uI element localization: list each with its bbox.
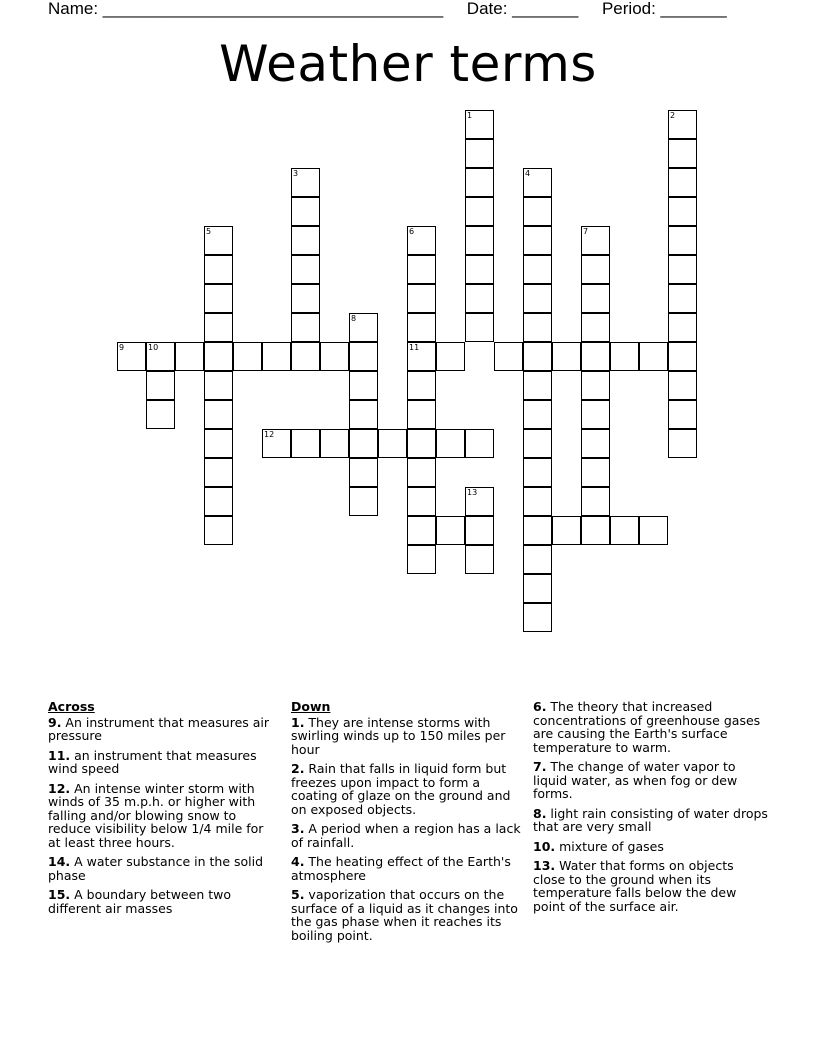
grid-cell[interactable] [175, 342, 204, 371]
clue-number-label: 3. [291, 821, 305, 836]
clue-text: A water substance in the solid phase [48, 854, 264, 883]
grid-cell[interactable] [291, 313, 320, 342]
grid-cell[interactable] [668, 313, 697, 342]
grid-cell[interactable] [465, 226, 494, 255]
grid-cell[interactable] [523, 458, 552, 487]
grid-cell[interactable] [668, 197, 697, 226]
grid-cell[interactable] [581, 226, 610, 255]
grid-cell[interactable] [407, 284, 436, 313]
clue-number: 1 [467, 111, 473, 120]
grid-cell[interactable] [291, 429, 320, 458]
clue-number-label: 6. [533, 699, 547, 714]
clue-number: 5 [206, 227, 212, 236]
grid-cell[interactable] [291, 255, 320, 284]
grid-cell[interactable] [523, 342, 552, 371]
grid-cell[interactable] [465, 313, 494, 342]
clue-text: The theory that increased concentrations of greenhouse gases are causing the Earth's surface temperature to warm. [533, 699, 761, 755]
grid-cell[interactable] [407, 226, 436, 255]
clue-number-label: 15. [48, 887, 71, 902]
grid-cell[interactable] [436, 516, 465, 545]
grid-cell[interactable] [146, 342, 175, 371]
grid-cell[interactable] [407, 371, 436, 400]
clue-number: 10 [148, 343, 159, 352]
grid-cell[interactable] [204, 313, 233, 342]
clue-number-label: 13. [533, 858, 556, 873]
clue-number: 7 [583, 227, 589, 236]
grid-cell[interactable] [581, 400, 610, 429]
clue-item [533, 859, 768, 913]
grid-cell[interactable] [291, 168, 320, 197]
across-clue-list [48, 716, 273, 916]
grid-cell[interactable] [233, 342, 262, 371]
grid-cell[interactable] [523, 197, 552, 226]
clue-number: 11 [409, 343, 420, 352]
page-title: Weather terms [219, 35, 597, 93]
grid-cell[interactable] [146, 371, 175, 400]
clue-number-label: 11. [48, 747, 71, 763]
clue-item [48, 782, 273, 850]
grid-cell[interactable] [349, 429, 378, 458]
grid-cell[interactable] [581, 255, 610, 284]
grid-cell[interactable] [523, 545, 552, 574]
clue-item [291, 716, 523, 757]
name-field[interactable]: Name: ____________________________________ [48, 0, 444, 18]
grid-cell[interactable] [668, 168, 697, 197]
grid-cell[interactable] [523, 516, 552, 545]
grid-cell[interactable] [581, 516, 610, 545]
grid-cell[interactable] [349, 400, 378, 429]
grid-cell[interactable] [668, 139, 697, 168]
clue-number: 13 [467, 488, 478, 497]
grid-cell[interactable] [523, 168, 552, 197]
clue-number-label: 2. [291, 761, 305, 776]
grid-cell[interactable] [523, 574, 552, 603]
grid-cell[interactable] [262, 429, 291, 458]
grid-cell[interactable] [320, 429, 349, 458]
grid-cell[interactable] [465, 168, 494, 197]
clue-number-label: 8. [533, 805, 547, 821]
grid-cell[interactable] [349, 342, 378, 371]
clue-number: 6 [409, 227, 415, 236]
clue-number-label: 7. [533, 759, 547, 774]
grid-cell[interactable] [523, 371, 552, 400]
clue-text: an instrument that measures wind speed [48, 747, 257, 776]
clue-number-label: 5. [291, 887, 305, 902]
grid-cell[interactable] [523, 226, 552, 255]
grid-cell[interactable] [523, 313, 552, 342]
grid-cell[interactable] [117, 342, 146, 371]
grid-cell[interactable] [291, 197, 320, 226]
clue-item [48, 716, 273, 743]
clue-item [533, 840, 768, 854]
grid-cell[interactable] [523, 284, 552, 313]
grid-cell[interactable] [668, 400, 697, 429]
grid-cell[interactable] [436, 429, 465, 458]
clue-number-label: 12. [48, 780, 71, 796]
clue-number: 9 [119, 343, 125, 352]
grid-cell[interactable] [407, 545, 436, 574]
grid-cell[interactable] [204, 226, 233, 255]
grid-cell[interactable] [204, 487, 233, 516]
grid-cell[interactable] [523, 255, 552, 284]
grid-cell[interactable] [668, 284, 697, 313]
grid-cell[interactable] [465, 545, 494, 574]
grid-cell[interactable] [407, 429, 436, 458]
grid-cell[interactable] [668, 226, 697, 255]
grid-cell[interactable] [320, 342, 349, 371]
date-field[interactable]: Date: _______ [466, 0, 579, 18]
grid-cell[interactable] [378, 429, 407, 458]
grid-cell[interactable] [436, 342, 465, 371]
grid-cell[interactable] [349, 487, 378, 516]
clue-item [533, 760, 768, 801]
clue-number: 2 [670, 111, 676, 120]
grid-cell[interactable] [465, 255, 494, 284]
grid-cell[interactable] [581, 429, 610, 458]
grid-cell[interactable] [407, 516, 436, 545]
clue-item [48, 749, 273, 776]
grid-cell[interactable] [407, 400, 436, 429]
down-heading: Down [291, 699, 331, 714]
grid-cell[interactable] [581, 371, 610, 400]
grid-cell[interactable] [349, 371, 378, 400]
clue-item [533, 700, 768, 754]
grid-cell[interactable] [552, 342, 581, 371]
clue-number-label: 9. [48, 714, 62, 730]
grid-cell[interactable] [668, 342, 697, 371]
clue-text: Water that forms on objects close to the ground when its temperature falls below the dew point of the surface air. [533, 858, 737, 914]
grid-cell[interactable] [349, 313, 378, 342]
clue-number-label: 4. [291, 854, 305, 869]
grid-cell[interactable] [523, 487, 552, 516]
grid-cell[interactable] [204, 342, 233, 371]
grid-cell[interactable] [581, 342, 610, 371]
clue-item [291, 762, 523, 816]
grid-cell[interactable] [204, 458, 233, 487]
grid-cell[interactable] [668, 371, 697, 400]
clue-text: A period when a region has a lack of rainfall. [291, 821, 521, 850]
grid-cell[interactable] [552, 516, 581, 545]
clue-number: 8 [351, 314, 357, 323]
grid-cell[interactable] [407, 313, 436, 342]
grid-cell[interactable] [581, 487, 610, 516]
clue-item [48, 855, 273, 882]
grid-cell[interactable] [349, 458, 378, 487]
grid-cell[interactable] [465, 110, 494, 139]
clue-text: An intense winter storm with winds of 35 m.p.h. or higher with falling and/or blowing snow to reduce visibility below 1/4 mile for at least three hours. [48, 780, 264, 850]
grid-cell[interactable] [407, 342, 436, 371]
grid-cell[interactable] [291, 284, 320, 313]
clue-number-label: 10. [533, 838, 556, 854]
grid-cell[interactable] [465, 516, 494, 545]
grid-cell[interactable] [204, 516, 233, 545]
grid-cell[interactable] [465, 197, 494, 226]
period-field[interactable]: Period: _______ [601, 0, 727, 18]
clue-text: Rain that falls in liquid form but freezes upon impact to form a coating of glaze on the ground and on exposed objects. [291, 761, 511, 817]
grid-cell[interactable] [204, 255, 233, 284]
grid-cell[interactable] [465, 139, 494, 168]
grid-cell[interactable] [465, 487, 494, 516]
grid-cell[interactable] [639, 342, 668, 371]
clue-text: The change of water vapor to liquid water, as when fog or dew forms. [533, 759, 738, 801]
clue-item [48, 888, 273, 915]
grid-cell[interactable] [523, 429, 552, 458]
grid-cell[interactable] [291, 342, 320, 371]
grid-cell[interactable] [407, 255, 436, 284]
grid-cell[interactable] [204, 284, 233, 313]
clue-number-label: 14. [48, 854, 71, 869]
clue-number: 4 [525, 169, 531, 178]
across-heading: Across [48, 699, 95, 714]
grid-cell[interactable] [204, 400, 233, 429]
clue-text: They are intense storms with swirling winds up to 150 miles per hour [291, 714, 506, 757]
grid-cell[interactable] [465, 284, 494, 313]
clue-text: light rain consisting of water drops that are very small [533, 805, 768, 834]
clue-item [291, 822, 523, 849]
down-clue-list-1 [291, 716, 523, 943]
grid-cell[interactable] [407, 487, 436, 516]
grid-cell[interactable] [465, 429, 494, 458]
clue-text: A boundary between two different air masses [48, 887, 231, 916]
grid-cell[interactable] [523, 400, 552, 429]
down-clues-column-1 [291, 700, 523, 948]
grid-cell[interactable] [610, 516, 639, 545]
clue-text: The heating effect of the Earth's atmosphere [291, 854, 511, 883]
down-clue-list-2 [533, 700, 768, 913]
clue-item [533, 807, 768, 834]
clue-text: mixture of gases [555, 838, 664, 854]
grid-cell[interactable] [668, 255, 697, 284]
clue-text: An instrument that measures air pressure [48, 714, 270, 743]
clue-number-label: 1. [291, 714, 305, 730]
grid-cell[interactable] [668, 429, 697, 458]
grid-cell[interactable] [668, 110, 697, 139]
grid-cell[interactable] [494, 342, 523, 371]
clue-number: 3 [293, 169, 299, 178]
grid-cell[interactable] [523, 603, 552, 632]
grid-cell[interactable] [581, 313, 610, 342]
grid-cell[interactable] [204, 371, 233, 400]
clue-item [291, 888, 523, 942]
grid-cell[interactable] [610, 342, 639, 371]
down-clues-column-2 [533, 700, 768, 919]
grid-cell[interactable] [639, 516, 668, 545]
across-clues-column [48, 700, 273, 921]
clue-text: vaporization that occurs on the surface of a liquid as it changes into the gas phase when it reaches its boiling point. [291, 887, 518, 943]
grid-cell[interactable] [291, 226, 320, 255]
clue-item [291, 855, 523, 882]
clue-number: 12 [264, 430, 275, 439]
grid-cell[interactable] [581, 284, 610, 313]
grid-cell[interactable] [581, 458, 610, 487]
grid-cell[interactable] [146, 400, 175, 429]
grid-cell[interactable] [204, 429, 233, 458]
grid-cell[interactable] [262, 342, 291, 371]
grid-cell[interactable] [407, 458, 436, 487]
